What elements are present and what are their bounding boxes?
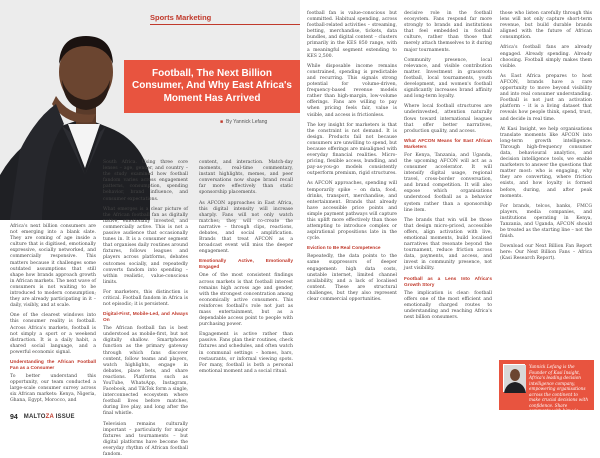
paragraph: Africa's football fans are already engaged. Already spending. Already choosing. Football simply makes them visible. (500, 45, 592, 69)
page-number: 94 (10, 413, 18, 421)
subheading: Emotionally Active, Emotionally Engaged (199, 259, 293, 271)
paragraph: Television remains culturally important – particularly for major fixtures and tournaments – but digital platforms have become the everyday rhythm of African football fandom. (103, 421, 188, 458)
subheading: Digital-First, Mobile-Led, and Always On (103, 312, 188, 324)
author-bio-text: Yannick Lefang is the Founder of Kasi Insight, Africa's leading decision intelligence company, empowering organisations across the continent to make crucial decisions with confidence. Share comments with him via email at: info@kasiinsight.com (529, 364, 589, 424)
paragraph: What emerges is a clear picture of the African football fan as digitally native, emotionally invested, and commercially active. This is not a passive audience that occasionally tunes in. It is a consumer segment that organises daily routines around fixtures, follows leagues and players across platforms, debates outcomes socially, and repeatedly converts fandom into spending – within realistic, value-conscious limits. (103, 206, 188, 285)
author-portrait-icon (504, 365, 526, 393)
magazine-name-accent: ZA (45, 414, 54, 420)
paragraph: Repeatedly, the data points to the same suppressors of deeper engagement: high data costs, unstable internet, limited channel availability, and a lack of localised content. These are structural challenges, but they also represent clear commercial opportunities. (307, 254, 397, 303)
paragraph: As East Africa prepares to host AFCON, brands have a rare opportunity to move beyond visibility and into real consumer understanding. Football is not just an activation platform – it is a living dataset that reveals how people think, spend, trust, and decide in real time. (500, 73, 592, 122)
subheading: What AFCON Means for East African Marketers (404, 138, 492, 150)
paragraph: Download our Next Billion Fan Report here: Our Next Billion Fans – Africa (Kasi Research Report). (500, 244, 592, 262)
paragraph: For brands, telcos, banks, FMCG players, media companies, and institutions operating in Kenya, Tanzania, and Uganda, AFCON should be treated as the starting line – not the finish. (500, 203, 592, 240)
paragraph: those who listen carefully through this lens will not only capture short-term revenue, but build durable brands aligned with the future of African consumption. (500, 11, 592, 41)
paragraph: Community presence, local relevance, and visible contribution matter. Investment in grassroots football, local tournaments, youth development, and women's football significantly increases brand affinity and long-term loyalty. (404, 57, 492, 100)
author-avatar (503, 364, 525, 392)
magazine-name-main: MALTO (23, 414, 46, 420)
title-box (124, 60, 300, 113)
section-divider (150, 24, 300, 25)
subheading: Eviction to Be Real Competence (307, 246, 381, 252)
text-column-1 (10, 224, 96, 404)
author-bio-box (499, 360, 594, 424)
paragraph: South Africa. Using three core lenses – age, gender, and country – the study examined how football fandom varies across engagement patterns, consumption, spending behavior, brand influence, and consumer expectations. (103, 160, 188, 202)
paragraph: One of the most consistent findings across markets is that football interest remains high across age and gender, with the strongest concentration among economically active consumers. This reinforces football's role not just as mass entertainment, but as a dependable access point to people with purchasing power. (199, 273, 293, 328)
section-label: Sports Marketing (150, 13, 212, 22)
text-column-6 (500, 11, 593, 262)
paragraph: content, and interaction. Match-day moments, real-time commentary, instant highlights, memes, and peer conversations now shape brand recall far more effectively than static sponsorship placements. (199, 160, 293, 196)
paragraph: Engagement is active rather than passive. Fans plan their routines, check fixtures and schedules, and often watch in communal settings – homes, bars, restaurants, or informal viewing spots. For many, football is both a personal emotional moment and a social ritual. (199, 332, 293, 374)
byline-marker-icon: ■ (220, 119, 224, 125)
byline (220, 119, 267, 125)
paragraph: The brands that win will be those that design micro-priced, accessible offers, align activation with live, emotional moments, build localised narratives that resonate beyond the tournament, reduce friction across data, payments, and access, and invest in community presence, not just visibility. (404, 217, 492, 272)
text-column-5 (404, 11, 492, 407)
paragraph: The African football fan is best understood as mobile-first, but not digitally shallow. Smartphones function as the primary gateway through which fans discover content, follow teams and players, watch highlights, engage in debates, place bets, and share reactions. Platforms such as YouTube, WhatsApp, Instagram, Facebook, and TikTok form a single, interconnected ecosystem where football lives before matches, during live play, and long after the final whistle. (103, 326, 188, 417)
text-column-4 (307, 11, 397, 407)
paragraph: At Kasi Insight, we help organisations translate moments like AFCON into long-term growth intelligence. Through high-frequency consumer data, behavioural analytics, and decision intelligence tools, we enable marketers to answer the questions that matter most: who is engaging, why they are converting, where friction exists, and how loyalty is formed before, during, and after peak moments. (500, 126, 593, 199)
paragraph: While disposable income remains constrained, spending is predictable and recurring. This signals strong potential for volume-driven, frequency-based revenue models rather than high-margin, low-volume offerings. Fans are willing to pay when pricing feels fair, value is visible, and access is frictionless. (307, 63, 397, 118)
paragraph: For marketers, this distinction is critical. Football fandom in Africa is not episodic; it is persistent. (103, 289, 188, 308)
paragraph: football fan is value-conscious but committed. Habitual spending, across football-related activities – streaming, betting, merchandise, tickets, data bundles, and digital content – clusters primarily in the KES 850 range, with a meaningful segment extending to KES 2,500. (307, 11, 397, 59)
paragraph: Where local football structures are underinvested, attention naturally flows toward international leagues that offer better narratives, production quality, and access. (404, 104, 492, 134)
text-column-3 (199, 160, 293, 404)
issue-label: ISSUE (55, 414, 75, 420)
paragraph: The implication is clear: football offers one of the most efficient and emotionally charged routes to understanding and reaching Africa's next billion consumers. (404, 290, 492, 320)
paragraph: Africa's next billion consumers are not emerging into a blank slate. They are coming of age inside a culture that is digitised, emotionally expressive, socially networked, and commercially responsive. This matters because it challenges some outdated assumptions that still shape how brands approach growth in African markets. The next wave of consumers is not waiting to be introduced to modern consumption; they are already participating in it – daily, visibly, and at scale. (10, 224, 96, 309)
paragraph: To better understand this opportunity, our team conducted a large-scale consumer survey across six African markets: Kenya, Nigeria, Ghana, Egypt, Morocco, and (10, 373, 96, 404)
paragraph: For Kenya, Tanzania, and Uganda, the upcoming AFCON will act as a consumer accelerator. It will intensify digital usage, regional travel, cross-border conversation, and brand competition. It will also expose which organisations understood football as a behavior system rather than a sponsorship line item. (404, 152, 492, 213)
paragraph: As AFCON approaches in East Africa, this digital intensity will increase sharply. Fans will not only watch matches; they will co-create the narrative – through clips, reactions, debates, and social amplification. Brands that treat AFCON as a broadcast event will miss the deeper engagement. (199, 200, 293, 255)
subheading: Football as a Lens Into Africa's Growth Story (404, 276, 492, 288)
text-column-2 (103, 160, 188, 458)
magazine-name (24, 414, 75, 420)
byline-text: By Yannick Lefang (226, 119, 268, 125)
article-title: Football, The Next Billion Consumer, And Why East Africa's Moment Has Arrived (131, 67, 292, 104)
subheading: Understanding the African Football Fan as a Consumer (10, 359, 96, 371)
page-footer (10, 412, 300, 422)
paragraph: One of the clearest windows into this consumer reality is football. Across Africa's markets, football is not simply a sport or a weekend distraction. It is a daily habit, a shared social language, and a powerful economic signal. (10, 313, 96, 355)
paragraph: As AFCON approaches, spending will temporarily spike – on data, food, drinks, transport, merchandise, and entertainment. Brands that already have accessible price points and simple payment pathways will capture this uplift more effectively than those attempting to introduce complex or aspirational propositions late in the cycle. (307, 181, 397, 242)
paragraph: The key insight for marketers is that the constraint is not demand. It is design. Products fail not because consumers are unwilling to spend, but because offerings are misaligned with everyday financial realities. Micro-pricing, flexible access, bundling, and pay-as-you-go models consistently outperform premium, rigid structures. (307, 122, 397, 177)
paragraph: decisive role in the football ecosystem. Fans respond far more strongly to brands and institutions that feel embedded in football culture, rather than those that merely attach themselves to it during major tournaments. (404, 11, 492, 53)
